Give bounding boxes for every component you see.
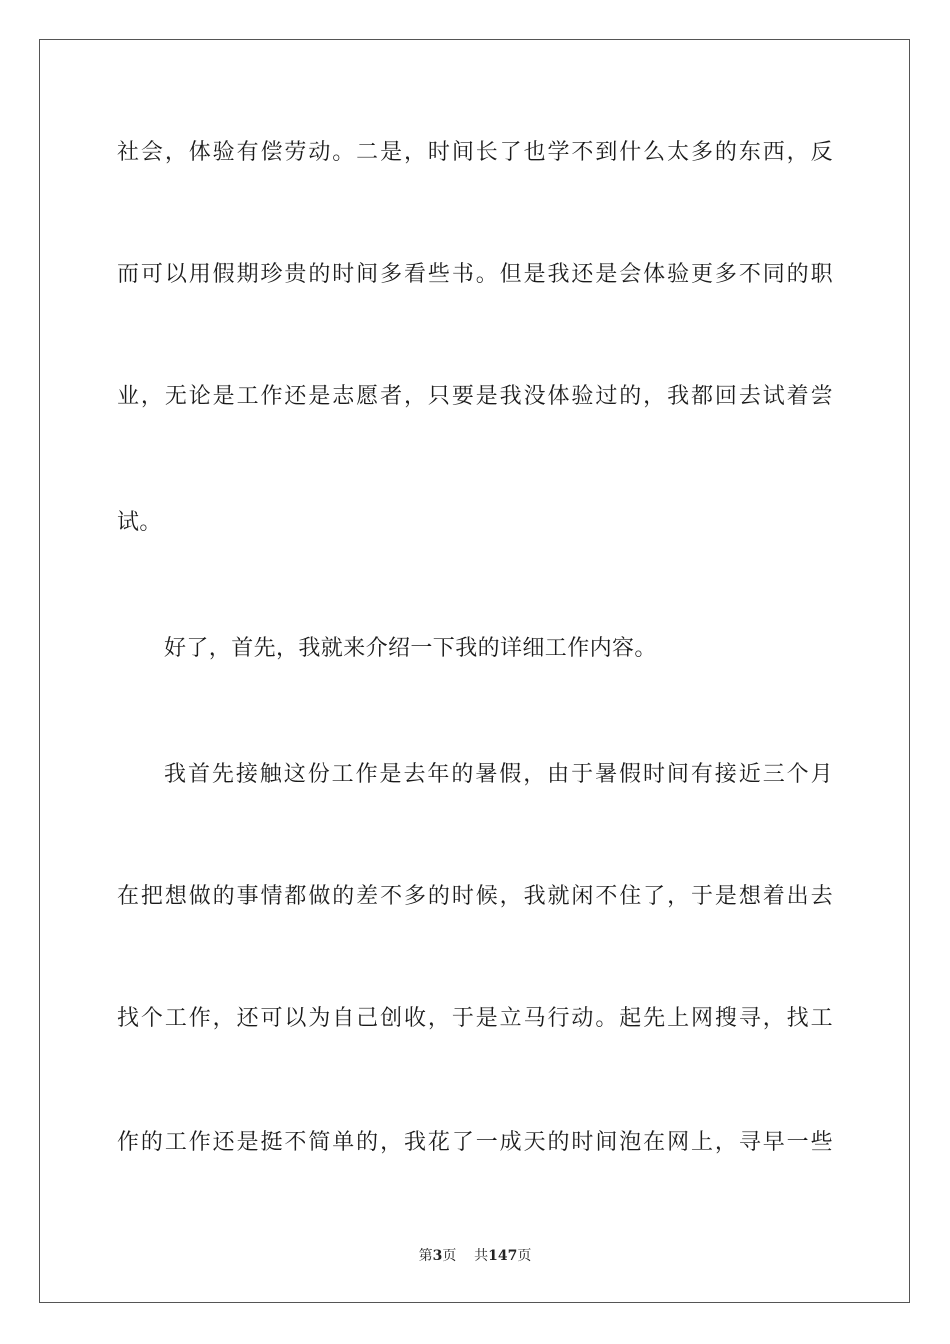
page-prefix: 第 <box>418 1248 433 1264</box>
page-border <box>39 39 910 1303</box>
page-suffix: 页 <box>442 1248 457 1264</box>
page-footer <box>0 1246 950 1266</box>
body-text-line: 作的工作还是挺不简单的，我花了一成天的时间泡在网上，寻早一些 <box>117 1130 833 1155</box>
body-text-line: 社会，体验有偿劳动。二是，时间长了也学不到什么太多的东西，反 <box>117 140 833 165</box>
total-suffix: 页 <box>517 1248 532 1264</box>
body-text-line: 试。 <box>117 510 162 535</box>
body-text-line: 找个工作，还可以为自己创收，于是立马行动。起先上网搜寻，找工 <box>117 1006 833 1031</box>
page-number: 3 <box>432 1248 443 1264</box>
total-prefix: 共 <box>474 1248 489 1264</box>
body-text-line: 在把想做的事情都做的差不多的时候，我就闲不住了，于是想着出去 <box>117 884 833 909</box>
paragraph-first-line: 好了，首先，我就来介绍一下我的详细工作内容。 <box>164 636 657 661</box>
body-text-line: 而可以用假期珍贵的时间多看些书。但是我还是会体验更多不同的职 <box>117 262 833 287</box>
total-pages: 147 <box>488 1248 518 1264</box>
body-text-line: 业，无论是工作还是志愿者，只要是我没体验过的，我都回去试着尝 <box>117 384 833 409</box>
paragraph-first-line: 我首先接触这份工作是去年的暑假，由于暑假时间有接近三个月 <box>164 762 833 787</box>
